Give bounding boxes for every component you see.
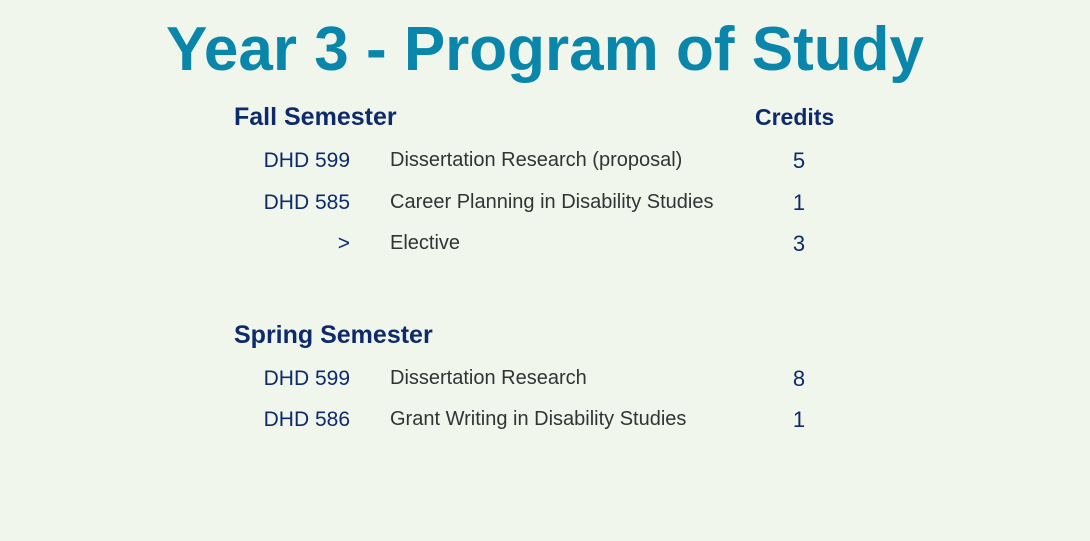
- course-code: DHD 599: [263, 149, 350, 172]
- course-credits: 1: [792, 407, 806, 432]
- course-name: Dissertation Research (proposal): [390, 149, 683, 171]
- page-title: Year 3 - Program of Study: [166, 15, 924, 84]
- course-credits: 5: [792, 148, 806, 173]
- course-name: Grant Writing in Disability Studies: [390, 408, 687, 430]
- course-row: [0, 229, 1090, 259]
- course-row: [0, 188, 1090, 218]
- course-name: Dissertation Research: [390, 367, 587, 389]
- course-name: Career Planning in Disability Studies: [390, 191, 714, 213]
- spring-semester-heading: Spring Semester: [234, 321, 433, 349]
- course-row: [0, 405, 1090, 435]
- course-code: DHD 585: [263, 191, 350, 214]
- credits-column-heading: Credits: [755, 104, 835, 130]
- course-name: Elective: [390, 232, 461, 254]
- course-code: DHD 599: [263, 367, 350, 390]
- course-credits: 3: [792, 231, 806, 256]
- course-credits: 1: [792, 190, 806, 215]
- fall-semester-heading: Fall Semester: [234, 103, 397, 131]
- course-row: [0, 364, 1090, 394]
- course-credits: 8: [792, 366, 806, 391]
- course-code: >: [337, 232, 350, 255]
- course-code: DHD 586: [263, 408, 350, 431]
- course-row: [0, 146, 1090, 176]
